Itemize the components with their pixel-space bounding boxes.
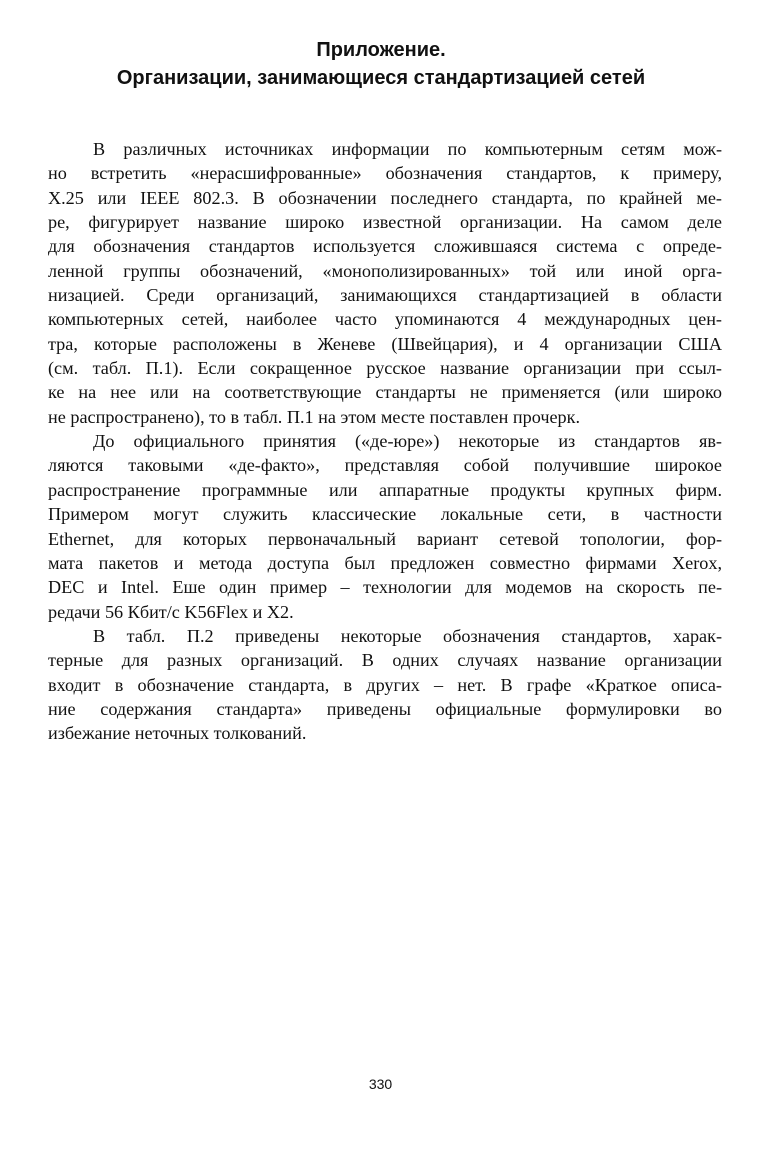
paragraph xyxy=(48,137,722,429)
paragraph-line: ленной группы обозначений, «монополизированных» той или иной орга- xyxy=(48,260,722,281)
paragraph-line: В различных источниках информации по компьютерным сетям мож- xyxy=(93,139,722,159)
paragraph-line: для обозначения стандартов используется сложившаяся система с опреде- xyxy=(48,236,722,257)
paragraph-line: терные для разных организаций. В одних случаях название организации xyxy=(48,650,722,671)
body-text xyxy=(48,137,722,746)
paragraph-line: ке на нее или на соответствующие стандарты не применяется (или широко xyxy=(48,382,722,403)
paragraph-line: ре, фигурирует название широко известной организации. На самом деле xyxy=(48,212,722,233)
paragraph-line: избежание неточных толкований. xyxy=(48,723,307,744)
paragraph-line: мата пакетов и метода доступа был предложен совместно фирмами Xerox, xyxy=(48,552,722,573)
paragraph-line: редачи 56 Кбит/с K56Flex и X2. xyxy=(48,601,294,622)
paragraph-line: DEC и Intel. Еше один пример – технологии для модемов на скорость пе- xyxy=(48,577,722,598)
title-line-2: Организации, занимающиеся стандартизацией сетей xyxy=(116,67,646,89)
paragraph-line: компьютерных сетей, наиболее часто упоминаются 4 международных цен- xyxy=(48,309,722,330)
paragraph-line: Примером могут служить классические локальные сети, в частности xyxy=(48,504,722,525)
page-number: 330 xyxy=(368,1076,393,1092)
paragraph-line: В табл. П.2 приведены некоторые обозначения стандартов, харак- xyxy=(93,625,722,646)
paragraph-line: распространение программные или аппаратные продукты крупных фирм. xyxy=(48,479,722,500)
paragraph-line: Ethernet, для которых первоначальный вариант сетевой топологии, фор- xyxy=(48,528,722,549)
paragraph-line: низацией. Среди организаций, занимающихся стандартизацией в области xyxy=(48,285,722,306)
paragraph xyxy=(48,624,722,746)
paragraph-line: X.25 или IEEE 802.3. В обозначении последнего стандарта, по крайней ме- xyxy=(48,187,722,208)
paragraph-line: тра, которые расположены в Женеве (Швейцария), и 4 организации США xyxy=(48,333,722,354)
paragraph-line: но встретить «нерасшифрованные» обозначения стандартов, к примеру, xyxy=(48,163,722,184)
paragraph-line: ляются таковыми «де-факто», представляя собой получившие широкое xyxy=(48,455,722,476)
paragraph-line: не распространено), то в табл. П.1 на этом месте поставлен прочерк. xyxy=(48,406,581,427)
title-line-1: Приложение. xyxy=(316,39,446,61)
page-title xyxy=(40,36,722,92)
paragraph-line: ние содержания стандарта» приведены официальные формулировки во xyxy=(48,698,722,719)
paragraph-line: (см. табл. П.1). Если сокращенное русское название организации при ссыл- xyxy=(48,358,722,379)
paragraph-line: входит в обозначение стандарта, в других – нет. В графе «Краткое описа- xyxy=(48,674,722,695)
paragraph-line: До официального принятия («де-юре») некоторые из стандартов яв- xyxy=(93,431,722,452)
paragraph xyxy=(48,429,722,624)
